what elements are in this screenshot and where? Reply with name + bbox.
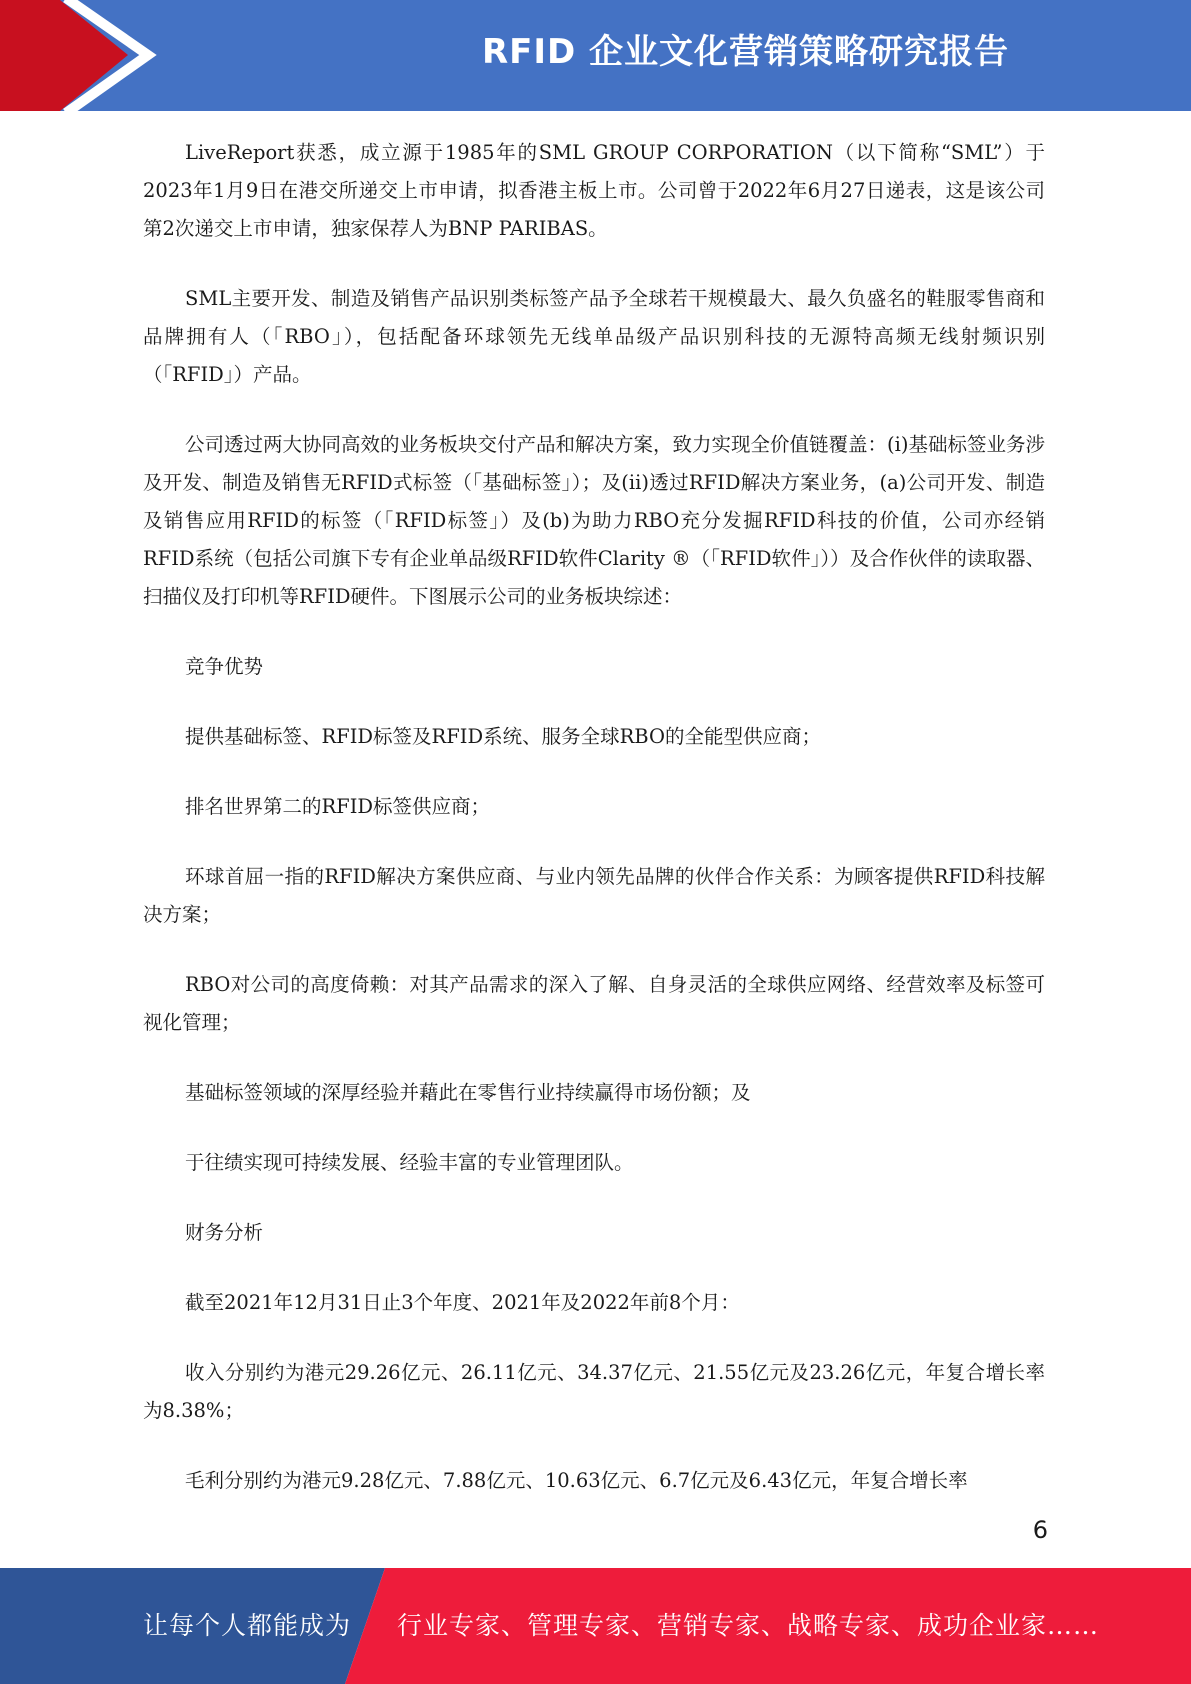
page-number: 6 xyxy=(1032,1516,1048,1544)
advantage-item: 提供基础标签、RFID标签及RFID系统、服务全球RBO的全能型供应商； xyxy=(185,725,821,748)
paragraph-revenue: 收入分别约为港元29.26亿元、26.11亿元、34.37亿元、21.55亿元及23.26亿元，年复合增长率为8.38%； xyxy=(143,1361,1045,1422)
footer-slogan-right: 行业专家、管理专家、营销专家、战略专家、成功企业家…… xyxy=(397,1611,1100,1640)
footer-slogan-left: 让每个人都能成为 xyxy=(143,1611,352,1640)
paragraph-segments: 公司透过两大协同高效的业务板块交付产品和解决方案，致力实现全价值链覆盖：(i)基础标签业务涉及开发、制造及销售无RFID式标签（「基础标签」）；及(ii)透过RFID解决方案业务，(a)公司开发、制造及销售应用RFID的标签（「RFID标签」）及(b)为助力RBO充分发掘RFID科技的价值，公司亦经销RFID系统（包括公司旗下专有企业单品级RFID软件Clarity ®（「RFID软件」））及合作伙伴的读取器、扫描仪及打印机等RFID硬件。下图展示公司的业务板块综述： xyxy=(143,433,1045,608)
advantage-item: RBO对公司的高度倚赖：对其产品需求的深入了解、自身灵活的全球供应网络、经营效率及标签可视化管理； xyxy=(143,973,1045,1034)
advantage-item: 基础标签领域的深厚经验并藉此在零售行业持续赢得市场份额；及 xyxy=(185,1081,751,1104)
red-arrow-decoration xyxy=(0,0,160,111)
header-title: RFID 企业文化营销策略研究报告 xyxy=(481,32,1010,72)
page-header xyxy=(0,0,1191,111)
page-footer xyxy=(0,1568,1191,1684)
report-body xyxy=(143,134,1045,1500)
paragraph-intro: LiveReport获悉，成立源于1985年的SML GROUP CORPORATION（以下简称“SML”）于2023年1月9日在港交所递交上市申请，拟香港主板上市。公司曾于2022年6月27日递表，这是该公司第2次递交上市申请，独家保荐人为BNP PARIBAS。 xyxy=(143,141,1045,240)
paragraph-financial-period: 截至2021年12月31日止3个年度、2021年及2022年前8个月： xyxy=(185,1291,740,1314)
paragraph-business: SML主要开发、制造及销售产品识别类标签产品予全球若干规模最大、最久负盛名的鞋服零售商和品牌拥有人（「RBO」），包括配备环球领先无线单品级产品识别科技的无源特高频无线射频识别（「RFID」）产品。 xyxy=(143,287,1045,386)
paragraph-gross-profit: 毛利分别约为港元9.28亿元、7.88亿元、10.63亿元、6.7亿元及6.43亿元，年复合增长率 xyxy=(185,1469,968,1492)
advantage-item: 排名世界第二的RFID标签供应商； xyxy=(185,795,491,818)
section-heading-financial: 财务分析 xyxy=(185,1221,264,1244)
advantage-item: 于往绩实现可持续发展、经验丰富的专业管理团队。 xyxy=(185,1151,634,1174)
section-heading-advantages: 竞争优势 xyxy=(185,655,264,678)
advantage-item: 环球首屈一指的RFID解决方案供应商、与业内领先品牌的伙伴合作关系：为顾客提供RFID科技解决方案； xyxy=(143,865,1045,926)
